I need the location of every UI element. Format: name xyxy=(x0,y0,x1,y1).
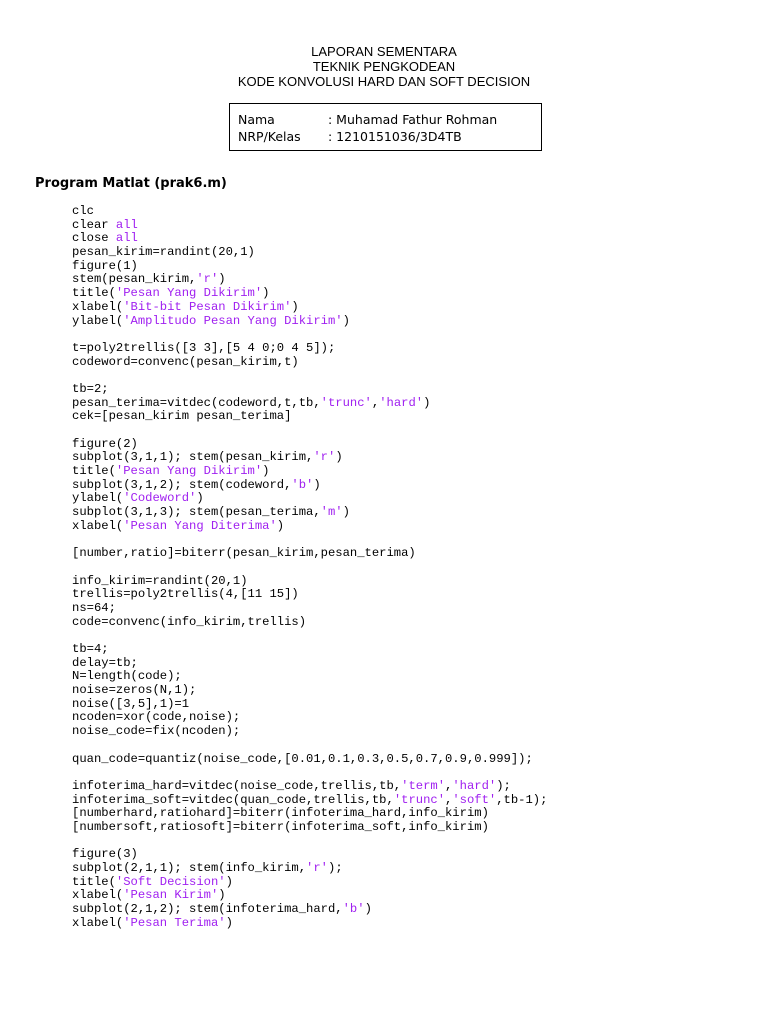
code-text: ,tb-1); xyxy=(496,792,548,807)
code-line xyxy=(72,616,547,630)
code-line xyxy=(72,397,547,411)
code-line xyxy=(72,451,547,465)
code-text: title( xyxy=(72,286,116,301)
code-text: title( xyxy=(72,464,116,479)
code-text: [numbersoft,ratiosoft]=biterr(infoterima_soft,info_kirim) xyxy=(72,819,489,834)
string-literal: 'Pesan Yang Diterima' xyxy=(123,518,277,533)
code-text: ); xyxy=(496,778,511,793)
code-line xyxy=(72,369,547,383)
code-text: pesan_terima=vitdec(codeword,t,tb, xyxy=(72,395,321,410)
name-value: : Muhamad Fathur Rohman xyxy=(328,112,498,127)
code-line xyxy=(72,492,547,506)
string-literal: 'Pesan Kirim' xyxy=(123,888,219,903)
identity-box xyxy=(229,103,542,151)
code-text: ncoden=xor(code,noise); xyxy=(72,710,241,725)
code-text: , xyxy=(445,778,453,793)
code-line xyxy=(72,903,547,917)
string-literal: 'trunc' xyxy=(320,395,372,410)
code-text: subplot(2,1,2); stem(infoterima_hard, xyxy=(72,902,343,917)
code-text: stem(pesan_kirim, xyxy=(72,272,197,287)
code-line xyxy=(72,410,547,424)
string-literal: 'Bit-bit Pesan Dikirim' xyxy=(123,299,292,314)
string-literal: 'trunc' xyxy=(393,792,446,807)
code-line xyxy=(72,506,547,520)
code-line xyxy=(72,753,547,767)
string-literal: 'Amplitudo Pesan Yang Dikirim' xyxy=(123,313,343,328)
string-literal: 'Pesan Yang Dikirim' xyxy=(115,464,263,479)
code-text: [numberhard,ratiohard]=biterr(infoterima_hard,info_kirim) xyxy=(72,806,489,821)
code-line xyxy=(72,547,547,561)
report-topic: KODE KONVOLUSI HARD DAN SOFT DECISION xyxy=(237,74,531,89)
code-line xyxy=(72,602,547,616)
code-text: subplot(3,1,3); stem(pesan_terima, xyxy=(72,505,321,520)
code-text: tb=4; xyxy=(72,642,109,656)
code-line xyxy=(72,383,547,397)
code-text: ) xyxy=(225,915,233,930)
code-text: ) xyxy=(313,477,321,492)
code-text: infoterima_hard=vitdec(noise_code,trellis,tb, xyxy=(72,778,402,793)
code-line xyxy=(72,766,547,780)
code-text: noise=zeros(N,1); xyxy=(72,683,197,698)
string-literal: 'b' xyxy=(291,477,314,492)
code-line xyxy=(72,807,547,821)
code-line xyxy=(72,232,547,246)
code-text: ) xyxy=(423,395,431,410)
code-line xyxy=(72,889,547,903)
code-line xyxy=(72,725,547,739)
nrp-label: NRP/Kelas xyxy=(238,129,301,144)
code-text: figure(2) xyxy=(72,436,138,451)
code-listing xyxy=(72,205,547,930)
code-line xyxy=(72,205,547,219)
report-title: LAPORAN SEMENTARA xyxy=(311,44,457,59)
code-text: N=length(code); xyxy=(72,669,182,684)
code-text: delay=tb; xyxy=(72,655,138,670)
code-line xyxy=(72,670,547,684)
code-line xyxy=(72,479,547,493)
code-line xyxy=(72,698,547,712)
code-line xyxy=(72,821,547,835)
string-literal: 'Codeword' xyxy=(123,491,197,506)
nrp-row xyxy=(238,129,462,145)
code-text: ns=64; xyxy=(72,600,116,615)
code-line xyxy=(72,711,547,725)
code-text: [number,ratio]=biterr(pesan_kirim,pesan_terima) xyxy=(72,546,416,561)
code-text: noise([3,5],1)=1 xyxy=(72,696,190,711)
string-literal: all xyxy=(115,217,138,232)
code-text: ) xyxy=(364,902,372,917)
code-text: , xyxy=(371,395,380,410)
code-text: clear xyxy=(72,217,116,232)
code-line xyxy=(72,629,547,643)
code-line xyxy=(72,520,547,534)
string-literal: all xyxy=(115,231,138,246)
code-text: xlabel( xyxy=(72,518,124,533)
code-text: figure(1) xyxy=(72,258,138,273)
section-title: Program Matlat (prak6.m) xyxy=(35,176,227,191)
string-literal: 'm' xyxy=(320,505,343,520)
report-subtitle: TEKNIK PENGKODEAN xyxy=(312,59,456,74)
code-text: close xyxy=(72,231,116,246)
code-text: ) xyxy=(291,299,299,314)
code-line xyxy=(72,561,547,575)
code-text: ) xyxy=(262,464,270,479)
string-literal: 'r' xyxy=(196,272,219,287)
code-line xyxy=(72,684,547,698)
code-text: xlabel( xyxy=(72,888,124,903)
name-row xyxy=(238,112,497,128)
code-text: ) xyxy=(218,888,226,903)
code-text: ) xyxy=(225,874,233,889)
code-text: subplot(2,1,1); stem(info_kirim, xyxy=(72,861,307,875)
string-literal: 'Pesan Terima' xyxy=(123,915,226,930)
string-literal: 'soft' xyxy=(452,792,497,807)
code-text: ylabel( xyxy=(72,491,124,506)
code-line xyxy=(72,273,547,287)
report-header xyxy=(0,44,768,89)
code-text: ) xyxy=(276,518,285,533)
string-literal: 'Soft Decision' xyxy=(115,874,226,889)
code-text: tb=2; xyxy=(72,381,109,396)
code-text: pesan_kirim=randint(20,1) xyxy=(72,245,255,260)
code-line xyxy=(72,465,547,479)
code-line xyxy=(72,657,547,671)
code-line xyxy=(72,739,547,753)
string-literal: 'term' xyxy=(401,778,446,793)
code-line xyxy=(72,260,547,274)
code-line xyxy=(72,917,547,931)
code-line xyxy=(72,534,547,548)
code-line xyxy=(72,328,547,342)
name-label: Nama xyxy=(238,112,275,127)
code-line xyxy=(72,315,547,329)
code-line xyxy=(72,356,547,370)
code-text: ); xyxy=(328,861,343,875)
code-text: ) xyxy=(262,286,270,301)
code-text: quan_code=quantiz(noise_code,[0.01,0.1,0.3,0.5,0.7,0.9,0.999]); xyxy=(72,751,533,766)
code-line xyxy=(72,219,547,233)
code-text: subplot(3,1,2); stem(codeword, xyxy=(72,477,292,492)
string-literal: 'Pesan Yang Dikirim' xyxy=(115,286,263,301)
code-text: clc xyxy=(72,204,94,218)
code-line xyxy=(72,575,547,589)
code-text: ) xyxy=(342,505,350,520)
code-text: xlabel( xyxy=(72,915,124,930)
code-line xyxy=(72,287,547,301)
code-text: infoterima_soft=vitdec(quan_code,trellis,tb, xyxy=(72,792,394,807)
code-text: trellis=poly2trellis(4,[11 15]) xyxy=(72,587,299,602)
code-text: noise_code=fix(ncoden); xyxy=(72,724,241,739)
code-line xyxy=(72,342,547,356)
code-text: ) xyxy=(335,450,343,465)
code-line xyxy=(72,780,547,794)
code-text: xlabel( xyxy=(72,299,124,314)
string-literal: 'hard' xyxy=(379,395,424,410)
code-line xyxy=(72,835,547,849)
code-text: code=convenc(info_kirim,trellis) xyxy=(72,614,307,629)
code-line xyxy=(72,876,547,890)
code-text: info_kirim=randint(20,1) xyxy=(72,573,248,588)
code-text: subplot(3,1,1); stem(pesan_kirim, xyxy=(72,450,314,465)
code-text: figure(3) xyxy=(72,847,138,862)
code-line xyxy=(72,438,547,452)
code-line xyxy=(72,643,547,657)
code-text: , xyxy=(445,792,453,807)
code-text: ) xyxy=(218,272,226,287)
code-text: ) xyxy=(196,491,204,506)
code-text: codeword=convenc(pesan_kirim,t) xyxy=(72,354,299,369)
code-text: title( xyxy=(72,874,116,889)
string-literal: 'r' xyxy=(306,861,328,875)
string-literal: 'b' xyxy=(342,902,365,917)
nrp-value: : 1210151036/3D4TB xyxy=(328,129,462,144)
code-text: ) xyxy=(342,313,350,328)
code-text: ylabel( xyxy=(72,313,124,328)
code-line xyxy=(72,246,547,260)
code-line xyxy=(72,862,547,876)
code-line xyxy=(72,588,547,602)
string-literal: 'hard' xyxy=(452,778,497,793)
code-line xyxy=(72,301,547,315)
code-line xyxy=(72,794,547,808)
code-line xyxy=(72,424,547,438)
code-text: cek=[pesan_kirim pesan_terima] xyxy=(72,409,292,424)
code-line xyxy=(72,848,547,862)
code-text: t=poly2trellis([3 3],[5 4 0;0 4 5]); xyxy=(72,340,336,355)
string-literal: 'r' xyxy=(313,450,336,465)
